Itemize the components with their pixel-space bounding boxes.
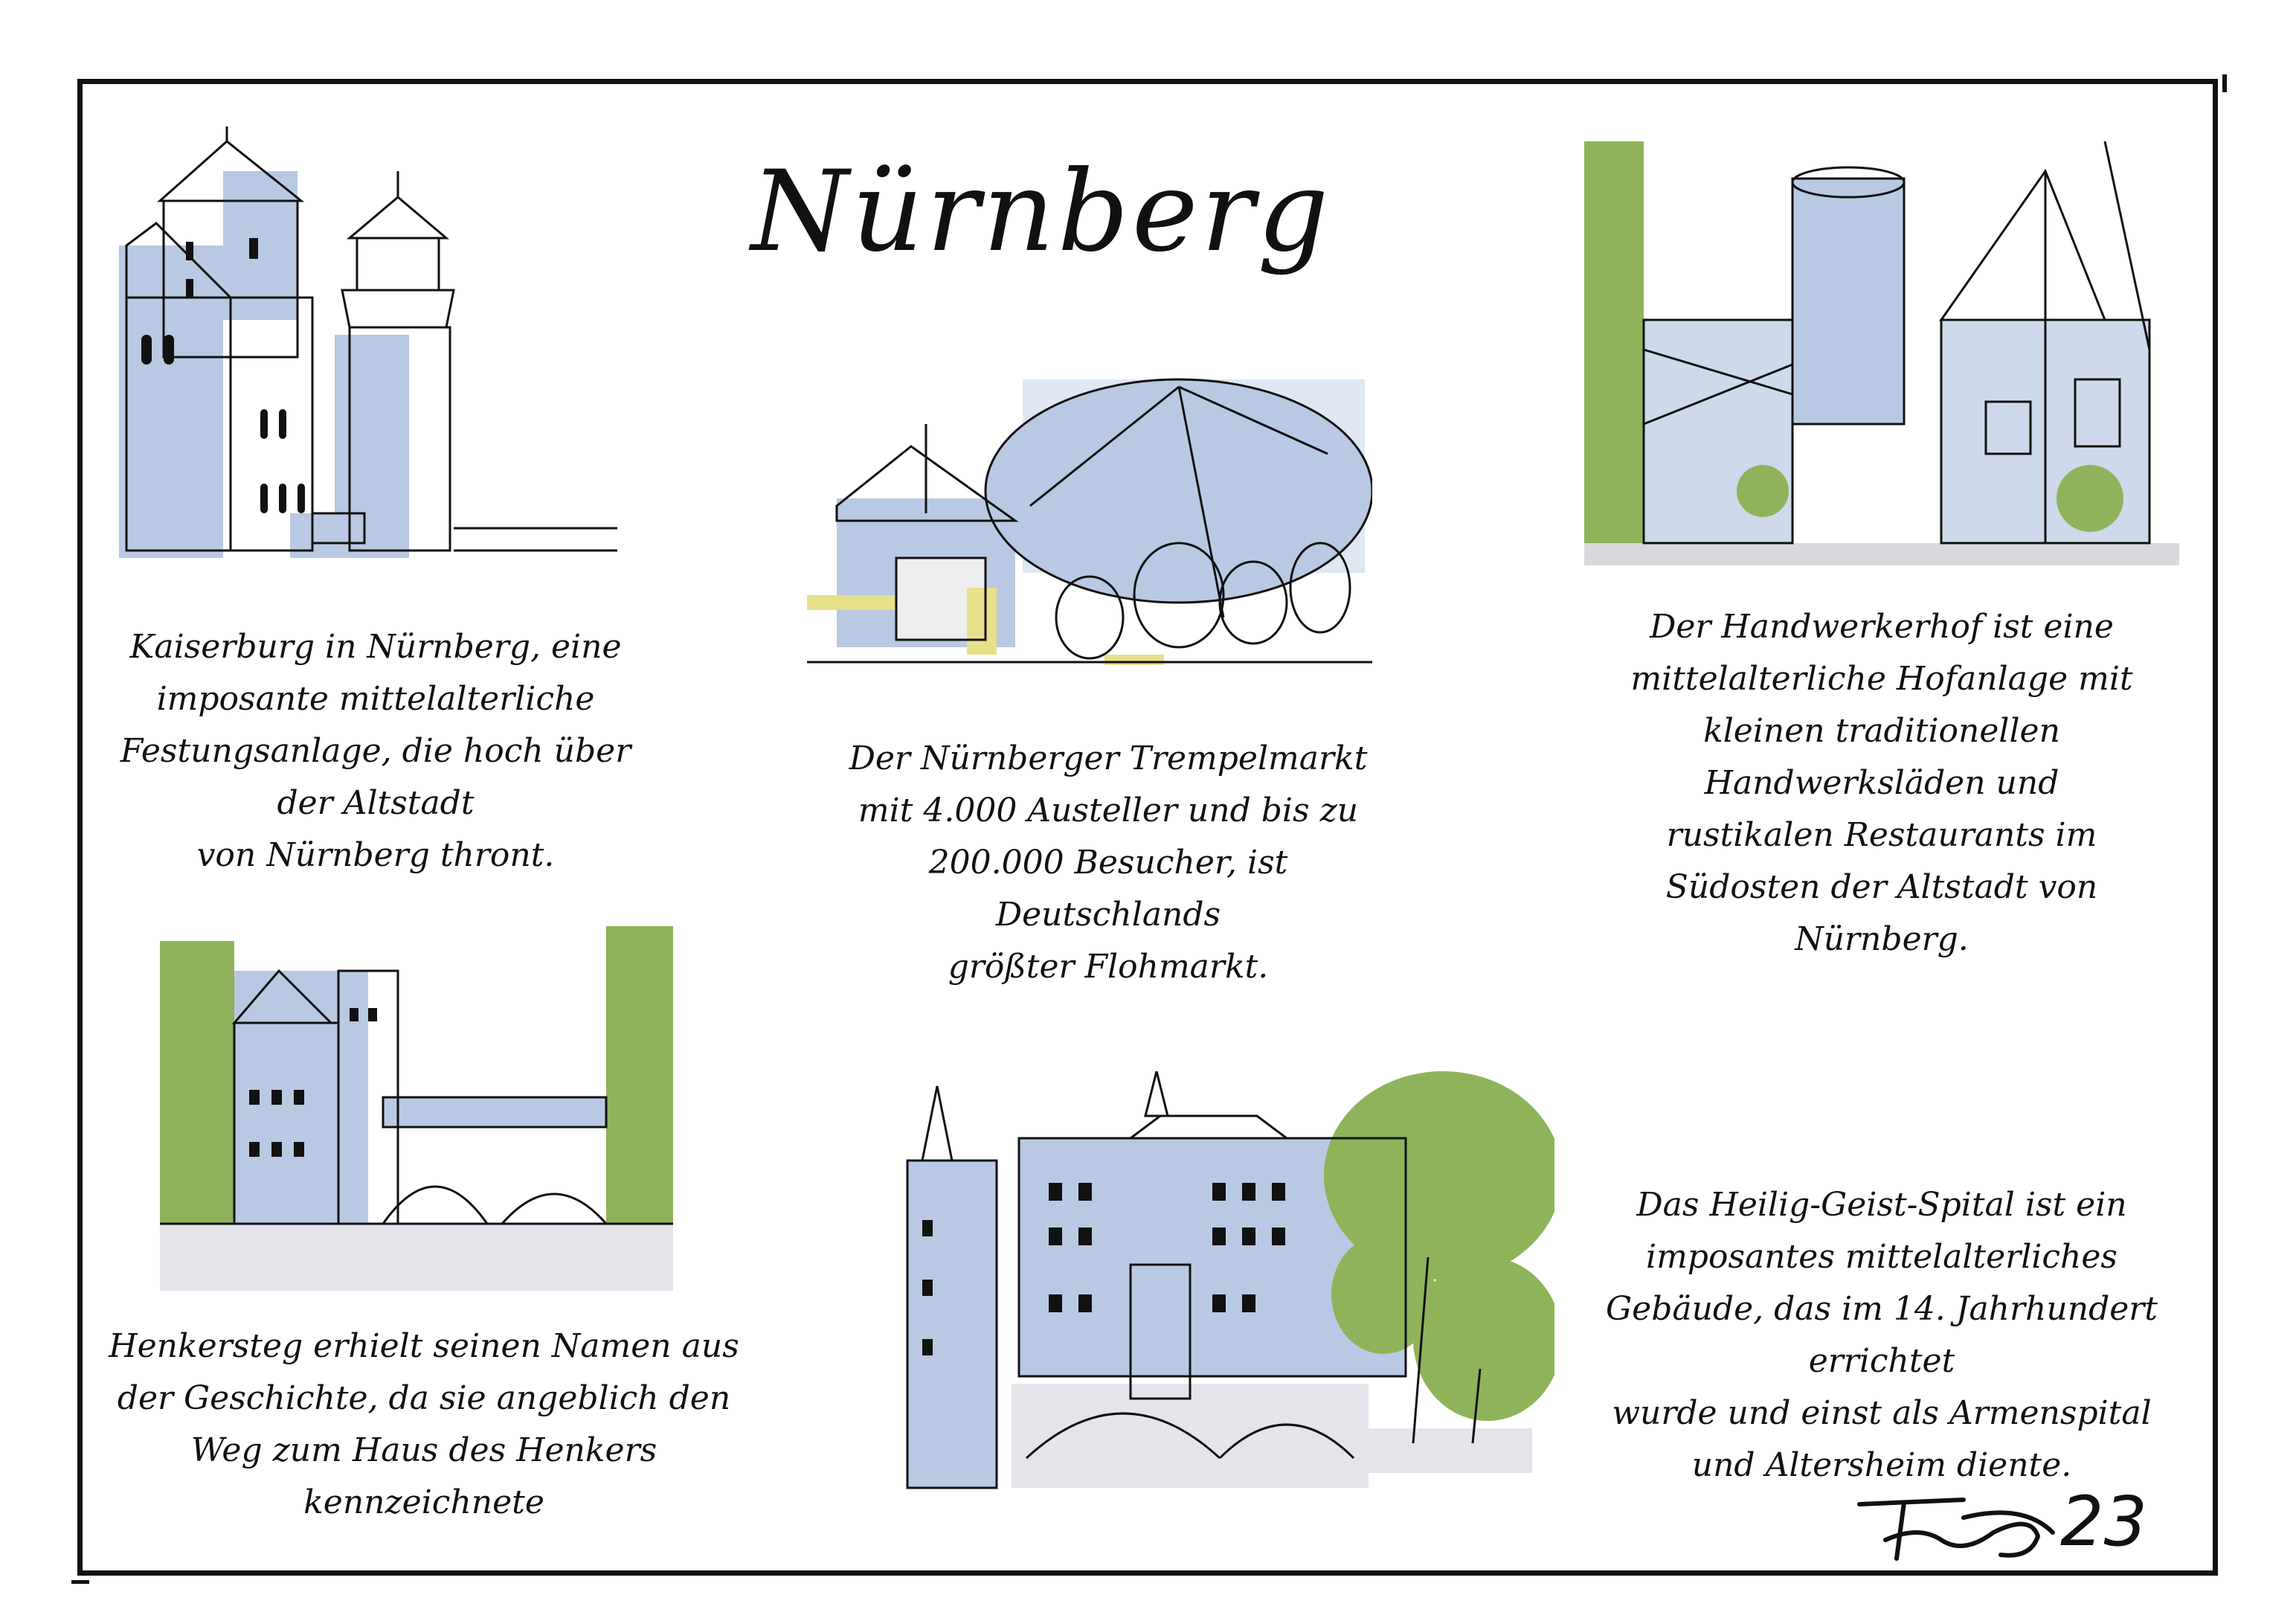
henkersteg-caption — [97, 1320, 751, 1529]
handwerkerhof-caption — [1584, 601, 2179, 966]
caption-line: errichtet — [1808, 1342, 1955, 1380]
handwerkerhof-illustration — [1584, 141, 2179, 565]
caption-line: rustikalen Restaurants im — [1666, 816, 2097, 854]
caption-line: imposantes mittelalterliches — [1646, 1238, 2117, 1276]
trempelmarkt-illustration — [807, 372, 1372, 684]
caption-line: kleinen traditionellen — [1703, 712, 2060, 750]
caption-line: imposante mittelalterliche — [156, 680, 595, 718]
caption-line: Nürnberg. — [1795, 920, 1969, 958]
caption-line: Das Heilig-Geist-Spital ist ein — [1636, 1186, 2127, 1224]
caption-line: Deutschlands — [995, 896, 1221, 934]
caption-line: der Geschichte, da sie angeblich den — [117, 1379, 731, 1417]
caption-line: Handwerksläden und — [1704, 764, 2059, 802]
frame-corner-mark — [71, 1580, 89, 1584]
caption-line: mittelalterliche Hofanlage mit — [1630, 660, 2133, 698]
caption-line: Kaiserburg in Nürnberg, eine — [129, 628, 622, 666]
page-title: Nürnberg — [750, 147, 1332, 277]
caption-line: kennzeichnete — [303, 1483, 544, 1521]
caption-line: Gebäude, das im 14. Jahrhundert — [1606, 1290, 2158, 1328]
caption-line: Der Handwerkerhof ist eine — [1650, 608, 2114, 646]
caption-line: Weg zum Haus des Henkers — [190, 1431, 657, 1469]
heilig-geist-illustration — [900, 1071, 1554, 1495]
caption-line: wurde und einst als Armenspital — [1612, 1394, 2152, 1432]
signature-year: 23 — [2060, 1482, 2148, 1562]
henkersteg-illustration — [160, 926, 673, 1291]
frame-corner-mark — [2222, 74, 2227, 92]
caption-line: der Altstadt — [277, 784, 475, 822]
caption-line: 200.000 Besucher, ist — [928, 844, 1288, 882]
caption-line: Henkersteg erhielt seinen Namen aus — [109, 1327, 739, 1365]
kaiserburg-caption — [89, 621, 662, 882]
caption-line: Der Nürnberger Trempelmarkt — [849, 739, 1368, 777]
kaiserburg-illustration — [112, 112, 625, 573]
caption-line: Südosten der Altstadt von — [1665, 868, 2098, 906]
caption-line: und Altersheim diente. — [1691, 1446, 2072, 1484]
trempelmarkt-caption — [826, 733, 1391, 993]
heilig-geist-caption — [1569, 1179, 2194, 1492]
caption-line: Festungsanlage, die hoch über — [120, 732, 631, 770]
caption-line: größter Flohmarkt. — [948, 948, 1269, 986]
caption-line: von Nürnberg thront. — [196, 836, 555, 874]
caption-line: mit 4.000 Austeller und bis zu — [858, 792, 1359, 829]
